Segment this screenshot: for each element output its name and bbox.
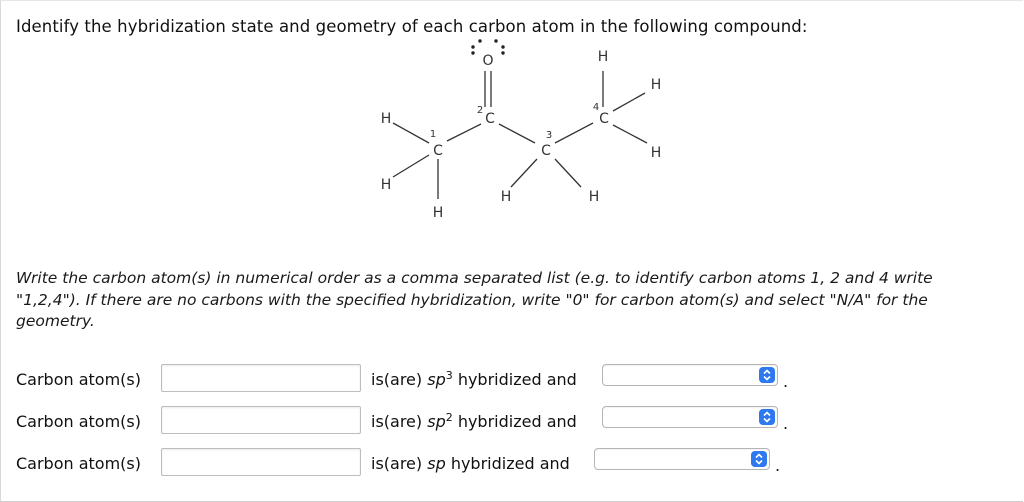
bond-h2-c1 [393,155,429,177]
answer-row-sp2 [1,406,1024,438]
sp2-hybridized-text: is(are) $sp^2$ hybridized and [371,411,577,431]
carbon-number-4: 4 [592,102,600,113]
sp3-hybridized-text: is(are) $sp^3$ hybridized and [371,369,577,389]
sp3-geometry-select[interactable] [602,364,778,386]
up-down-chevron-icon[interactable] [759,409,775,425]
atom-h-c3-right: H [588,189,600,205]
atom-h-c4-top: H [597,49,609,65]
carbon-number-2: 2 [476,105,484,116]
bond-c4-h7 [613,93,645,111]
carbon-atoms-label: Carbon atom(s) [16,454,141,473]
question-text: Identify the hybridization state and geometry of each carbon atom in the following compound: [16,17,808,36]
up-down-chevron-icon[interactable] [751,451,767,467]
bond-c3-h5 [555,159,581,187]
carbon-atoms-label: Carbon atom(s) [16,370,141,389]
atom-c4: C [599,111,609,127]
bond-h1-c1 [393,123,429,143]
up-down-chevron-icon[interactable] [759,367,775,383]
carbon-atoms-label: Carbon atom(s) [16,412,141,431]
carbon-number-1: 1 [429,129,437,140]
sentence-period: . [783,414,789,433]
structural-formula [341,31,701,231]
atom-oxygen: O [482,53,494,69]
atom-h-c1-bottom: H [432,205,444,221]
atom-h-c3-left: H [500,189,512,205]
atom-h-c1-lower: H [380,177,392,193]
carbon-number-3: 3 [545,130,553,141]
atom-h-c1-upper: H [380,111,392,127]
instructions-line-2: "1,2,4"). If there are no carbons with the specified hybridization, write "0" for carbon atom(s) and select "N/A" for the [16,290,928,309]
bond-c3-h4 [511,159,537,187]
bond-c1-c2 [447,124,481,141]
sp3-carbon-atoms-input[interactable] [161,364,361,392]
instructions-line-1: Write the carbon atom(s) in numerical order as a comma separated list (e.g. to identify carbon atoms 1, 2 and 4 write [16,269,933,287]
atom-c2: C [485,111,495,127]
bond-c3-c4 [555,123,593,143]
answer-row-sp [1,448,1024,480]
sp-hybridized-text: is(are) sp hybridized and [371,454,570,473]
sp-geometry-select[interactable] [594,448,770,470]
answer-row-sp3 [1,364,1024,396]
instructions-line-3: geometry. [16,312,95,330]
atom-h-c4-lower: H [650,145,662,161]
sp2-geometry-select[interactable] [602,406,778,428]
bond-c4-h8 [613,125,647,143]
sp-carbon-atoms-input[interactable] [161,448,361,476]
atom-c3: C [541,143,551,159]
atom-h-c4-upper: H [650,77,662,93]
instructions [16,268,1021,333]
sp2-carbon-atoms-input[interactable] [161,406,361,434]
sentence-period: . [775,456,781,475]
sentence-period: . [783,372,789,391]
bond-c2-c3 [499,124,535,143]
atom-c1: C [433,143,443,159]
